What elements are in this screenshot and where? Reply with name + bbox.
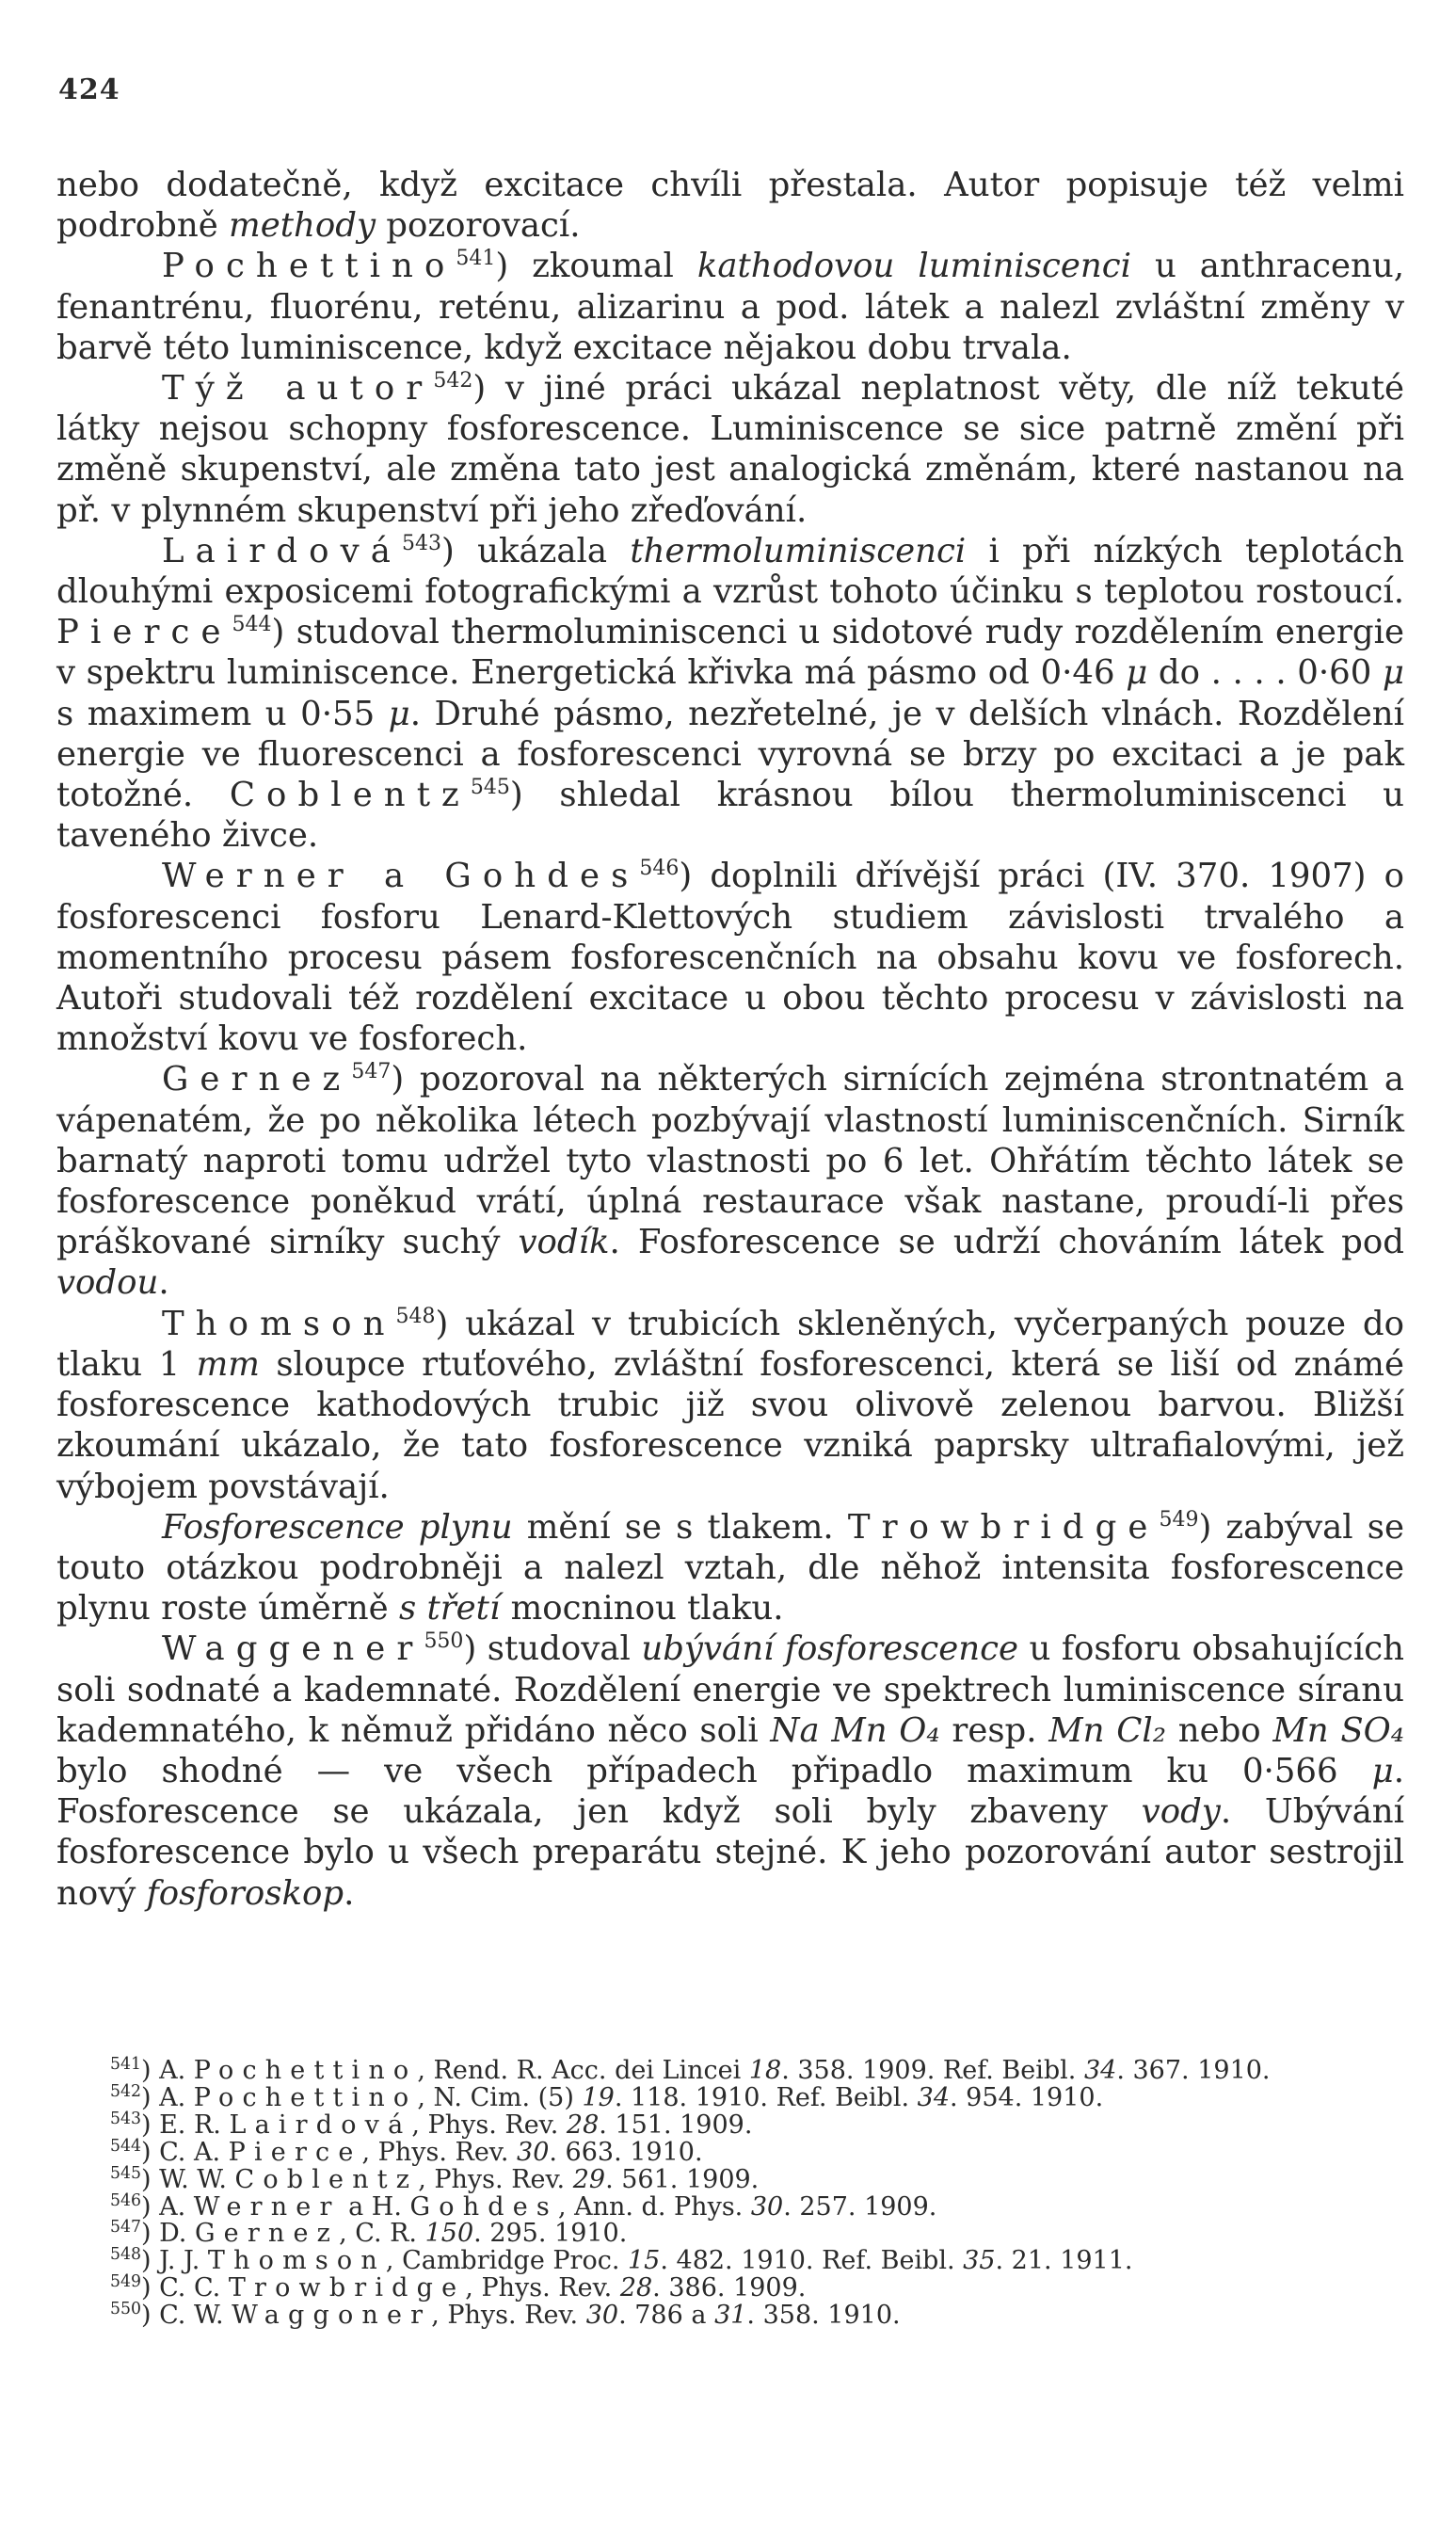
author-name: Týž autor [162,369,434,409]
text-run: nebo dodatečně, když excitace chvíli přestala. Autor popisuje též velmi podrobně [56,166,1404,246]
text-run: , Phys. Rev. [465,2273,620,2303]
text-run: ) D. [140,2219,195,2249]
paragraph [56,531,1404,857]
footnote [56,2109,1404,2140]
italic-text: 31 [714,2301,747,2331]
text-run: bylo shodné — ve všech případech připadlo maximum ku 0·566 [56,1751,1372,1790]
italic-text: vodou [56,1263,159,1303]
author-name: Pierce [228,2137,362,2167]
text-run: ) zkoumal [495,247,697,286]
text-run: ) ukázala [440,531,631,570]
footnote-number: 548 [110,2245,141,2265]
author-name: Trowbridge [228,2273,466,2303]
author-name: Thomson [162,1304,396,1343]
text-run: . 358. 1909. Ref. Beibl. [781,2056,1084,2085]
text-run: . 561. 1909. [605,2164,760,2194]
italic-text: Fosforescence plynu [162,1507,513,1547]
text-run: , Rend. R. Acc. dei Lincei [417,2056,749,2085]
text-run: . 118. 1910. Ref. Beibl. [614,2082,918,2112]
author-name: Trowbridge [847,1507,1160,1547]
text-run: pozorovací. [376,206,581,246]
italic-text: 28 [566,2110,600,2140]
footnotes [56,2055,1404,2331]
paragraph [56,1507,1404,1629]
text-run: ) C. A. [140,2137,229,2167]
text-run: u fosforu obsahujících soli sodnaté a kademnaté. Rozdělení energie ve spektrech luminiscence síranu kademnatého, k němuž přidáno něco soli [56,1629,1404,1750]
text-run: ) pozoroval na některých sirnících zejména strontnatém a vápenatém, že po několika létech pozbývají vlastností luminiscenčních. Sirník barnatý naproti tomu udržel tyto vlastnosti po 6 let. Ohřátím těchto látek se fosforescence poněkud vrátí, úplná restaurace však nastane, proudí-li přes práškované sirníky suchý [56,1060,1404,1262]
footnote [56,2272,1404,2303]
text-run: . Ubývání fosforescence bylo u všech preparátu stejné. K jeho pozorování autor sestrojil nový [56,1792,1404,1913]
author-name: Lairdová [162,531,402,570]
italic-text: Na Mn O₄ [770,1710,940,1750]
paragraph [56,246,1404,368]
footnote-number: 542 [110,2081,141,2101]
footnote-ref: 547 [351,1060,392,1084]
text-run: i při nízkých teplotách dlouhými exposicemi fotografickými a vzrůst tohoto účinku s teplotou rostoucí. [56,531,1404,612]
footnote-number: 547 [110,2218,141,2238]
text-run: . 954. 1910. [950,2082,1104,2112]
italic-text: 30 [750,2191,784,2222]
text-run: ) A. [140,2082,194,2112]
text-run: . 386. 1909. [652,2273,807,2303]
italic-text: vody [1141,1792,1221,1832]
footnote [56,2136,1404,2167]
author-name: Werner a Gohdes [162,857,640,896]
italic-text: μ [388,694,410,733]
footnote [56,2190,1404,2222]
paragraph [56,165,1404,246]
text-run: . 21. 1911. [995,2246,1133,2276]
footnote-ref: 542 [433,369,473,393]
text-run: ) shledal krásnou bílou thermoluminiscenci u taveného živce. [56,776,1405,856]
footnote-number: 546 [110,2190,141,2210]
text-run: . 358. 1910. [746,2301,901,2331]
text-run: , Cambridge Proc. [385,2246,628,2276]
text-run: ) E. R. [140,2110,230,2140]
italic-text: Mn SO₄ [1272,1710,1404,1750]
text-run: . 482. 1910. Ref. Beibl. [660,2246,964,2276]
text-run: . [344,1873,355,1913]
text-run: s maximem u 0·55 [56,694,389,733]
text-run: mění se s tlakem. [512,1507,848,1547]
footnote [56,2302,1404,2330]
body-text [56,165,1404,1914]
text-run: ) W. W. [140,2164,235,2194]
italic-text: mm [196,1344,260,1384]
italic-text: 34 [917,2082,950,2112]
italic-text: 35 [963,2246,996,2276]
author-name: Gohdes [409,2191,558,2222]
italic-text: μ [1371,1751,1394,1790]
footnote-ref: 550 [424,1629,464,1654]
italic-text: μ [1126,653,1148,693]
footnote [56,2081,1404,2112]
text-run: . Fosforescence se ukázala, jen když soli byly zbaveny [56,1751,1404,1832]
text-run: ) ukázal v trubicích skleněných, vyčerpaných pouze do tlaku 1 [56,1304,1404,1384]
italic-text: 28 [619,2273,653,2303]
footnote-number: 544 [110,2136,141,2156]
footnote-ref: 541 [456,247,496,271]
italic-text: thermoluminiscenci [630,531,967,570]
text-run: . 786 a [618,2301,715,2331]
author-name: Coblentz [229,776,471,815]
text-run: mocninou tlaku. [500,1589,784,1628]
text-run: . 663. 1910. [549,2137,703,2167]
author-name: Gernez [194,2219,340,2249]
author-name: Pierce [56,613,232,652]
text-run: . Druhé pásmo, nezřetelné, je v delších vlnách. Rozdělení energie ve fluorescenci a fosforescenci vyrovná se brzy po excitaci a je pak totožné. [56,694,1404,815]
text-run: . 151. 1909. [599,2110,753,2140]
text-run: , Ann. d. Phys. [557,2191,751,2222]
footnote-number: 550 [110,2300,141,2319]
author-name: Thomson [207,2246,386,2276]
text-run: , Phys. Rev. [411,2110,567,2140]
author-name: Lairdová [229,2110,412,2140]
text-run: ) A. [140,2056,194,2085]
text-run: ) C. W. [140,2301,232,2331]
italic-text: methody [229,206,376,246]
text-run: resp. [939,1710,1049,1750]
text-run: a H. [340,2191,410,2222]
italic-text: ubývání fosforescence [641,1629,1018,1669]
italic-text: 30 [517,2137,550,2167]
text-run: ) A. [140,2191,194,2222]
italic-text: fosforoskop [146,1873,344,1913]
italic-text: vodík [518,1223,610,1262]
footnote-ref: 544 [232,613,272,637]
text-run: . 367. 1910. [1116,2056,1271,2085]
text-run: do . . . . 0·60 [1147,653,1383,693]
author-name: Pochettino [193,2056,418,2085]
footnote-ref: 543 [401,532,441,555]
italic-text: s třetí [398,1589,501,1628]
text-run: . 257. 1909. [783,2191,937,2222]
text-run: , Phys. Rev. [418,2164,573,2194]
text-run: sloupce rtuťového, zvláštní fosforescenci, která se liší od známé fosforescence kathodových trubic již svou olivově zelenou barvou. Bližší zkoumání ukázalo, že tato fosforescence vzniká paprsky ultrafialovými, jež výbojem povstávají. [56,1344,1404,1506]
text-run: ) J. J. [140,2246,208,2276]
text-run: , N. Cim. (5) [417,2082,583,2112]
footnote [56,2163,1404,2194]
author-name: Coblentz [234,2164,419,2194]
footnote-number: 543 [110,2109,141,2128]
text-run: u anthracenu, fenantrénu, fluorénu, reténu, alizarinu a pod. látek a nalezl zvláštní změny v barvě této luminiscence, když excitace nějakou dobu trvala. [56,247,1404,367]
italic-text: 18 [748,2056,782,2085]
footnote [56,2245,1404,2276]
footnote-ref: 549 [1159,1507,1199,1532]
footnote-number: 545 [110,2163,141,2183]
italic-text: 34 [1083,2056,1117,2085]
text-run: ) doplnili dřívější práci (IV. 370. 1907) o fosforescenci fosforu Lenard-Klettových studiem závislosti trvalého a momentního procesu pásem fosforescenčních na obsahu kovu ve fosforech. Autoři studovali též rozdělení excitace u obou těchto procesu v závislosti na množství kovu ve fosforech. [56,857,1404,1059]
footnote-number: 549 [110,2272,141,2292]
text-run: nebo [1165,1710,1273,1750]
text-run: ) studoval [463,1629,642,1669]
text-run: , Phys. Rev. [361,2137,518,2167]
text-run: ) zabýval se touto otázkou podrobněji a nalezl vztah, dle něhož intensita fosforescence plynu roste úměrně [56,1507,1404,1628]
page-number: 424 [58,73,120,106]
text-run: . [158,1263,169,1303]
text-run: , Phys. Rev. [431,2301,586,2331]
footnote [56,2055,1404,2085]
paragraph [56,1059,1404,1303]
text-run: ) studoval thermoluminiscenci u sidotové rudy rozdělením energie v spektru luminiscence. Energetická křivka má pásmo od 0·46 [56,613,1404,693]
footnote-ref: 548 [395,1304,436,1328]
italic-text: 29 [572,2164,606,2194]
author-name: Pochettino [193,2082,418,2112]
text-run: . Fosforescence se udrží chováním látek pod [609,1223,1404,1262]
paragraph [56,368,1404,531]
author-name: Waggener [162,1629,424,1669]
paragraph [56,1628,1404,1913]
footnote-ref: 546 [639,857,680,881]
text-run: ) C. C. [140,2273,229,2303]
italic-text: kathodovou luminiscenci [696,247,1131,286]
text-run: ) v jiné práci ukázal neplatnost věty, dle níž tekuté látky nejsou schopny fosforescence. Luminiscence se sice patrně změní při změně skupenství, ale změna tato jest analogická změnám, které nastanou na př. v plynném skupenství při jeho zřeďování. [56,369,1404,530]
italic-text: 150 [424,2219,474,2249]
author-name: Gernez [162,1060,352,1099]
italic-text: Mn Cl₂ [1048,1710,1166,1750]
footnote-ref: 545 [470,776,510,800]
text-run: , C. R. [339,2219,425,2249]
author-name: Werner [193,2191,341,2222]
italic-text: μ [1382,653,1404,693]
footnote-number: 541 [110,2055,141,2074]
text-run: . 295. 1910. [473,2219,628,2249]
author-name: Waggoner [232,2301,432,2331]
italic-text: 30 [585,2301,619,2331]
italic-text: 19 [582,2082,615,2112]
paragraph [56,1304,1404,1507]
italic-text: 15 [628,2246,661,2276]
paragraph [56,856,1404,1059]
author-name: Pochettino [162,247,456,286]
footnote [56,2218,1404,2249]
